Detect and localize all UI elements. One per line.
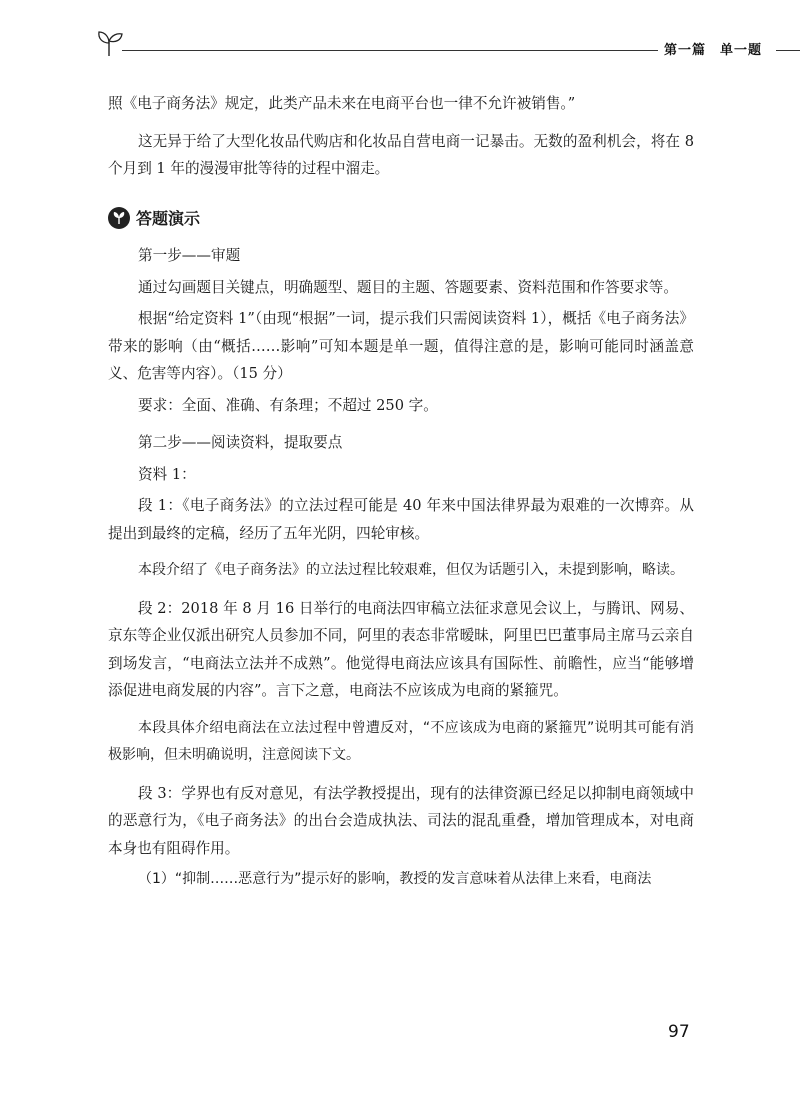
section-heading bbox=[108, 205, 694, 233]
analysis-paragraph: 本段具体介绍电商法在立法过程中曾遭反对，“不应该成为电商的紧箍咒”说明其可能有消极影响，但未明确说明，注意阅读下文。 bbox=[108, 719, 694, 763]
running-header bbox=[96, 28, 776, 62]
paragraph: 通过勾画题目关键点，明确题型、题目的主题、答题要素、资料范围和作答要求等。 bbox=[138, 278, 678, 296]
step-title: 第二步——阅读资料，提取要点 bbox=[138, 434, 343, 451]
header-rule-left bbox=[122, 50, 658, 51]
section-label: 第一篇 单一题 bbox=[664, 43, 763, 58]
page-body bbox=[108, 90, 694, 894]
header-rule-right bbox=[776, 50, 800, 51]
step-title: 第一步——审题 bbox=[138, 247, 241, 264]
analysis-paragraph: 本段介绍了《电子商务法》的立法过程比较艰难，但仅为话题引入，未提到影响，略读。 bbox=[138, 562, 684, 578]
source-label: 资料 1： bbox=[138, 465, 196, 483]
paragraph: 这无异于给了大型化妆品代购店和化妆品自营电商一记暴击。无数的盈利机会，将在 8 个月到 1 年的漫漫审批等待的过程中溜走。 bbox=[108, 132, 694, 177]
page-number: 97 bbox=[668, 1022, 690, 1042]
analysis-paragraph: （1）“抑制……恶意行为”提示好的影响，教授的发言意味着从法律上来看，电商法 bbox=[138, 871, 652, 887]
heading-text: 答题演示 bbox=[136, 208, 201, 228]
paragraph: 根据“给定资料 1”（由现“根据”一词，提示我们只需阅读资料 1），概括《电子商务法》带来的影响（由“概括……影响”可知本题是单一题，值得注意的是，影响可能同时涵盖意义、危害等内容）。（15 分） bbox=[108, 310, 694, 382]
paragraph: 照《电子商务法》规定，此类产品未来在电商平台也一律不允许被销售。” bbox=[108, 95, 576, 112]
material-paragraph: 段 3：学界也有反对意见，有法学教授提出，现有的法律资源已经足以抑制电商领域中的恶意行为，《电子商务法》的出台会造成执法、司法的混乱重叠，增加管理成本，对电商本身也有阻碍作用。 bbox=[108, 784, 694, 857]
sprout-icon bbox=[96, 28, 124, 58]
paragraph: 要求：全面、准确、有条理；不超过 250 字。 bbox=[138, 396, 438, 414]
material-paragraph: 段 1：《电子商务法》的立法过程可能是 40 年来中国法律界最为艰难的一次博弈。从提出到最终的定稿，经历了五年光阴，四轮审核。 bbox=[108, 497, 694, 542]
leaf-badge-icon bbox=[108, 207, 130, 229]
material-paragraph: 段 2：2018 年 8 月 16 日举行的电商法四审稿立法征求意见会议上，与腾讯、网易、京东等企业仅派出研究人员参加不同，阿里的表态非常暧昧，阿里巴巴董事局主席马云亲自到场发言，“电商法立法并不成熟”。他觉得电商法应该具有国际性、前瞻性，应当“能够增添促进电商发展的内容”。言下之意，电商法不应该成为电商的紧箍咒。 bbox=[108, 599, 694, 699]
